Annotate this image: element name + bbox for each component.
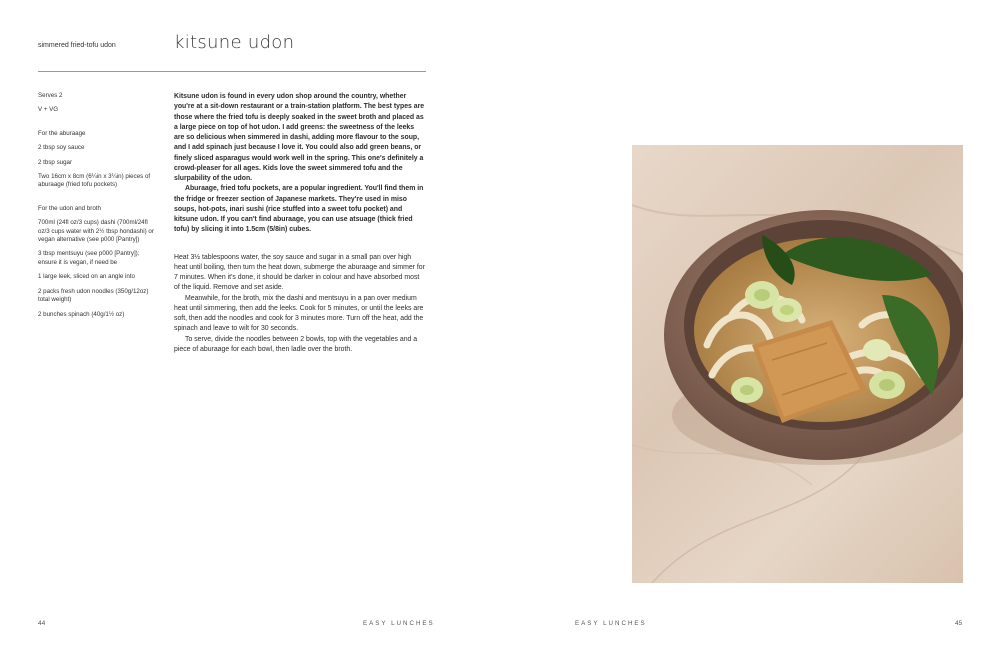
diet-label: V + VG bbox=[38, 106, 59, 114]
ingredient-item: 2 tbsp soy sauce bbox=[38, 144, 85, 152]
method-step: Heat 3½ tablespoons water, the soy sauce and sugar in a small pan over high heat until boiling, then turn the heat down, submerge the aburaage and simmer for 7 minutes. When it's done, it should be darker in colour and have absorbed most of the liquid. Remove and set aside. bbox=[174, 253, 425, 292]
ingredient-item: Two 16cm x 8cm (6¼in x 3¼in) pieces of aburaage (fried tofu pockets) bbox=[38, 173, 151, 189]
page-number-right: 45 bbox=[955, 620, 963, 627]
ingredient-item: 2 bunches spinach (40g/1½ oz) bbox=[38, 310, 125, 318]
recipe-title: kitsune udon bbox=[174, 32, 295, 53]
ingredients-column bbox=[38, 92, 158, 325]
title-divider bbox=[38, 71, 426, 72]
serves-label: Serves 2 bbox=[38, 92, 63, 99]
running-footer-left: EASY LUNCHES bbox=[363, 620, 435, 627]
page-number-left: 44 bbox=[38, 620, 46, 627]
ingredient-item: 1 large leek, sliced on an angle into bbox=[38, 273, 136, 281]
running-footer-right: EASY LUNCHES bbox=[575, 620, 647, 627]
recipe-body bbox=[174, 92, 426, 355]
recipe-subtitle: simmered fried-tofu udon bbox=[38, 42, 116, 49]
ingredient-group-heading: For the udon and broth bbox=[38, 204, 101, 212]
udon-bowl-photo bbox=[632, 145, 963, 583]
ingredient-item: 2 packs fresh udon noodles (350g/12oz) total weight) bbox=[38, 287, 149, 304]
ingredient-group-heading: For the aburaage bbox=[38, 129, 86, 137]
ingredient-item: 700ml (24fl oz/3 cups) dashi (700ml/24fl oz/3 cups water with 2½ tbsp hondashi) or vegan alternative (see p000 [Pantry]) bbox=[38, 219, 154, 244]
ingredient-item: 3 tbsp mentsuyu (see p000 [Pantry]); ensure it is vegan, if need be bbox=[38, 250, 140, 266]
method-step: Meanwhile, for the broth, mix the dashi and mentsuyu in a pan over medium heat until simmering, then add the leeks. Cook for 5 minutes, or until the leeks are soft, then add the noodles and cook for 3 minutes more. Turn off the heat, add the spinach and leave to wilt for 30 seconds. bbox=[174, 294, 424, 333]
intro-paragraph-2: Aburaage, fried tofu pockets, are a popular ingredient. You'll find them in the fridge or freezer section of Japanese markets. They're used in miso soups, hot-pots, inari sushi (rice stuffed into a sweet tofu pocket) and kitsune udon. If you can't find aburaage, you can use atsuage (thick fried tofu) by slicing it into 1.5cm (5/8in) cubes. bbox=[174, 185, 424, 234]
udon-bowl-illustration bbox=[632, 145, 963, 583]
ingredient-item: 2 tbsp sugar bbox=[38, 158, 73, 166]
intro-paragraph: Kitsune udon is found in every udon shop around the country, whether you're at a sit-down restaurant or a train-station platform. The best types are those where the fried tofu is deeply soaked in the sweet broth and placed as a large piece on top of hot udon. I add greens: the sweetness of the leeks are so delicious when simmered in dashi, adding more flavour to the soup, and I add spinach just because I love it. You could also add green beans, or finely sliced asparagus would work well in the spring. This one's definitely a crowd-pleaser for all ages. Kids love the sweet simmered tofu and the slurpability of the udon. bbox=[174, 93, 425, 182]
method-step: To serve, divide the noodles between 2 bowls, top with the vegetables and a piece of aburaage for each bowl, then ladle over the broth. bbox=[174, 335, 418, 353]
